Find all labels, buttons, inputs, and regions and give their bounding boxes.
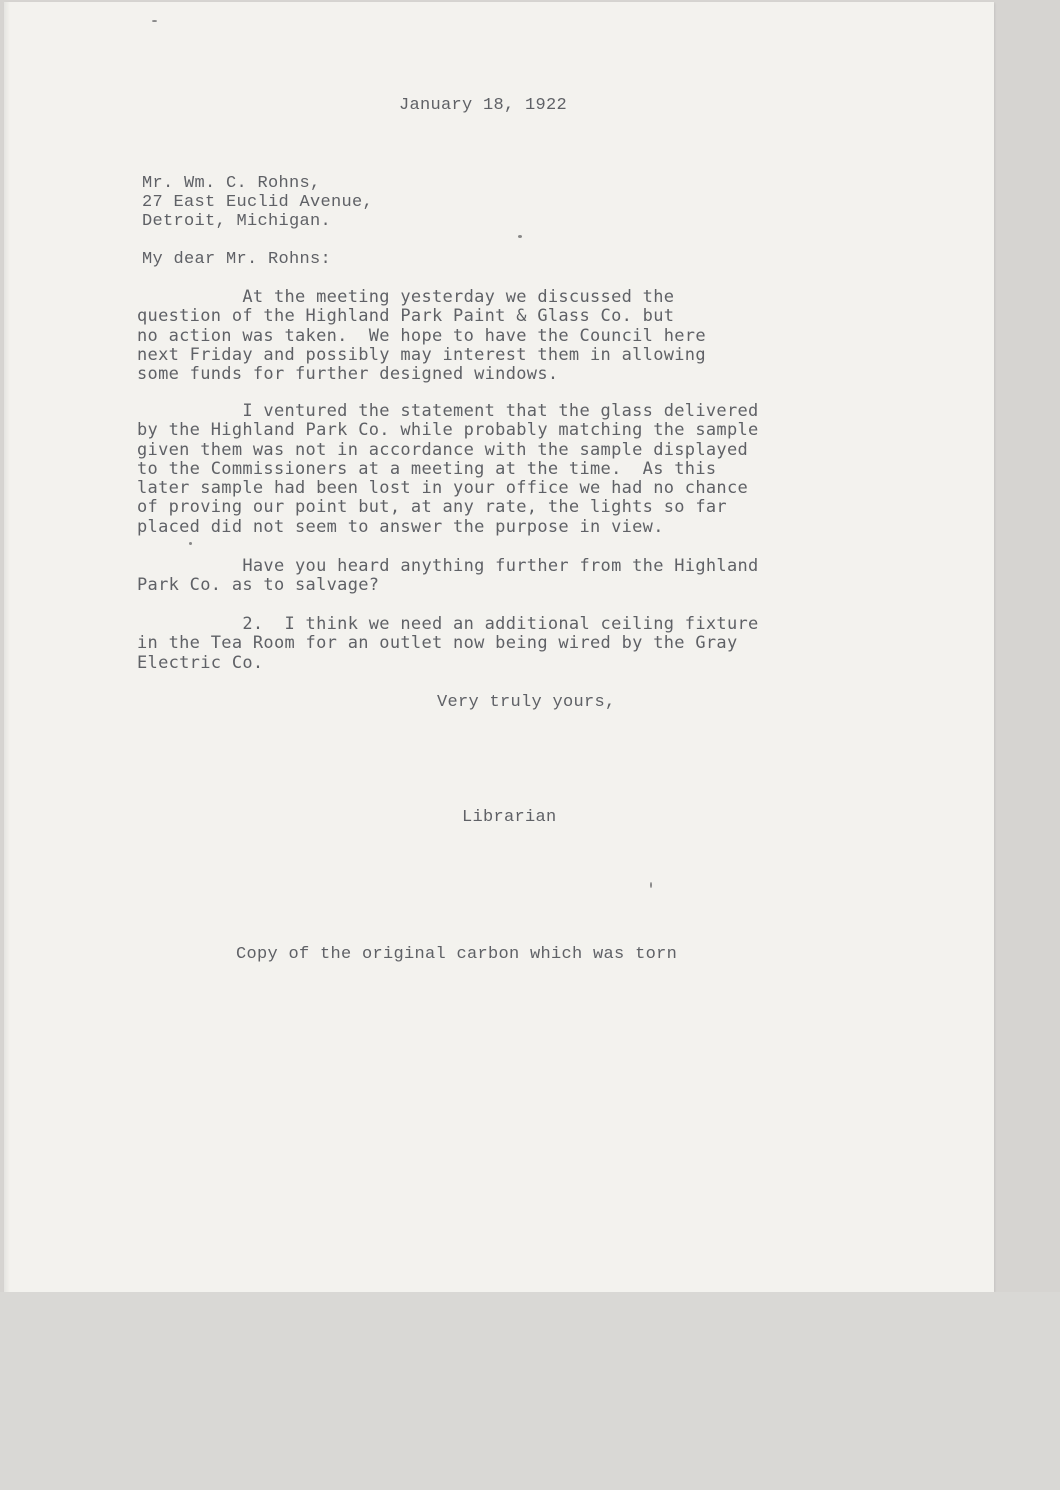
closing: Very truly yours, — [437, 693, 616, 712]
ink-speck — [152, 20, 157, 22]
letter-page — [4, 2, 994, 1292]
paragraph-ceiling-fixture: 2. I think we need an additional ceiling fixture in the Tea Room for an outlet now being wired by the Gray Electric Co. — [137, 614, 759, 673]
signature-title: Librarian — [462, 808, 557, 827]
address-line-2: 27 East Euclid Avenue, — [142, 193, 374, 212]
background-surface — [0, 1292, 1060, 1490]
salutation: My dear Mr. Rohns: — [142, 250, 332, 269]
paragraph-glass: I ventured the statement that the glass delivered by the Highland Park Co. while probably matching the sample given them was not in accordance with the sample displayed to the Commissioners at a meeting at the time. As this later sample had been lost in your office we had no chance of proving our point but, at any rate, the lights so far placed did not seem to answer the purpose in view. — [137, 401, 759, 537]
paragraph-salvage: Have you heard anything further from the Highland Park Co. as to salvage? — [137, 556, 759, 596]
ink-speck — [189, 542, 192, 545]
letter-date: January 18, 1922 — [399, 96, 568, 115]
ink-speck — [518, 235, 522, 238]
carbon-copy-note: Copy of the original carbon which was torn — [236, 945, 678, 964]
address-line-1: Mr. Wm. C. Rohns, — [142, 174, 321, 193]
paragraph-meeting: At the meeting yesterday we discussed the question of the Highland Park Paint & Glass Co. but no action was taken. We hope to have the Council here next Friday and possibly may interest them in allowing some funds for further designed windows. — [137, 287, 706, 385]
address-line-3: Detroit, Michigan. — [142, 212, 332, 231]
ink-speck — [650, 882, 652, 888]
